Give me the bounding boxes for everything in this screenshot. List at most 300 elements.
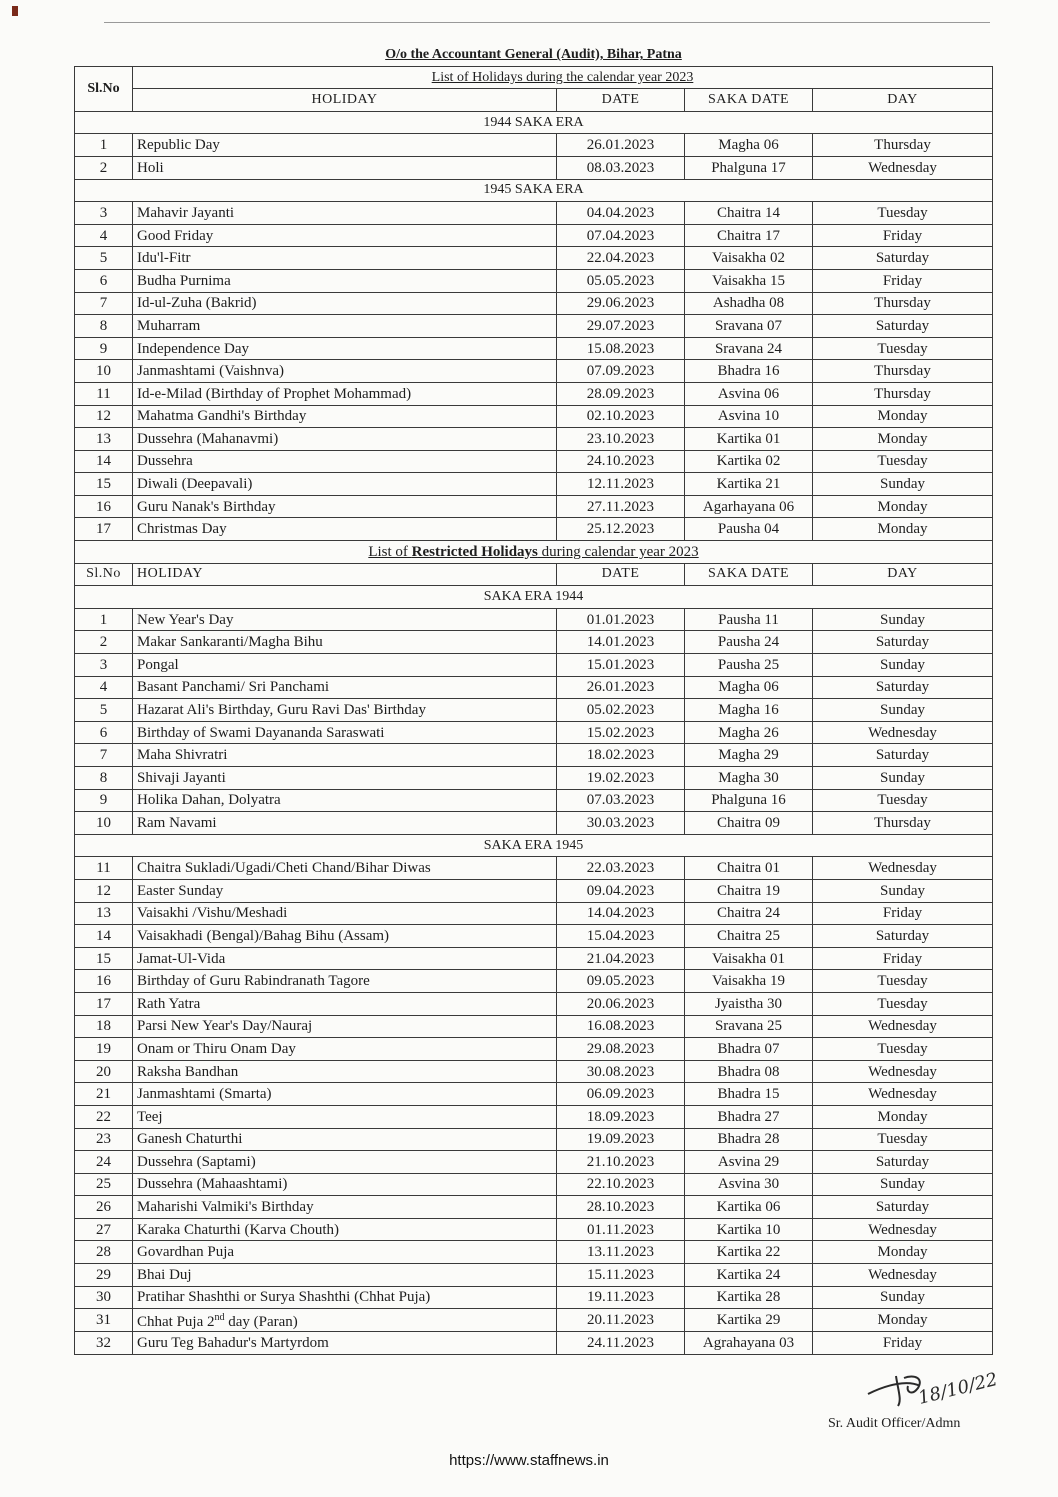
top-rule: [104, 22, 990, 23]
holiday-name: Ram Navami: [133, 812, 557, 835]
holiday-name: Id-e-Milad (Birthday of Prophet Mohammad): [133, 382, 557, 405]
table-row: [75, 1309, 993, 1332]
holiday-date: 26.01.2023: [557, 676, 685, 699]
holiday-date: 15.08.2023: [557, 337, 685, 360]
table-row: [75, 495, 993, 518]
saka-date: Magha 30: [685, 767, 813, 790]
holiday-name: Holi: [133, 156, 557, 179]
weekday: Monday: [813, 428, 993, 451]
holiday-date: 26.01.2023: [557, 134, 685, 157]
holiday-name: Rath Yatra: [133, 992, 557, 1015]
saka-date: Bhadra 08: [685, 1060, 813, 1083]
table-row: [75, 1286, 993, 1309]
weekday: Sunday: [813, 473, 993, 496]
holiday-date: 08.03.2023: [557, 156, 685, 179]
weekday: Monday: [813, 518, 993, 541]
holiday-name: Mahavir Jayanti: [133, 202, 557, 225]
saka-date: Bhadra 28: [685, 1128, 813, 1151]
saka-date: Chaitra 19: [685, 879, 813, 902]
table-row: [75, 1015, 993, 1038]
holiday-name: Dussehra (Saptami): [133, 1151, 557, 1174]
table-row: [75, 902, 993, 925]
serial-number: 32: [75, 1332, 133, 1355]
column-header-day: DAY: [813, 563, 993, 586]
holiday-name: Budha Purnima: [133, 269, 557, 292]
holiday-name: Easter Sunday: [133, 879, 557, 902]
serial-number: 1: [75, 608, 133, 631]
table-row: [75, 1038, 993, 1061]
holiday-name: Karaka Chaturthi (Karva Chouth): [133, 1218, 557, 1241]
saka-date: Bhadra 07: [685, 1038, 813, 1061]
holiday-date: 24.11.2023: [557, 1332, 685, 1355]
weekday: Saturday: [813, 1151, 993, 1174]
holiday-date: 29.06.2023: [557, 292, 685, 315]
holiday-date: 18.09.2023: [557, 1105, 685, 1128]
holiday-date: 22.03.2023: [557, 857, 685, 880]
serial-number: 5: [75, 699, 133, 722]
holiday-name: Bhai Duj: [133, 1264, 557, 1287]
holiday-date: 18.02.2023: [557, 744, 685, 767]
serial-number: 10: [75, 360, 133, 383]
weekday: Sunday: [813, 879, 993, 902]
holiday-date: 19.09.2023: [557, 1128, 685, 1151]
era-label: SAKA ERA 1945: [75, 834, 993, 857]
holiday-date: 28.10.2023: [557, 1196, 685, 1219]
serial-number: 2: [75, 631, 133, 654]
column-header-holiday: HOLIDAY: [133, 89, 557, 112]
serial-number: 16: [75, 495, 133, 518]
holiday-name: Chaitra Sukladi/Ugadi/Cheti Chand/Bihar Diwas: [133, 857, 557, 880]
holiday-name: Pongal: [133, 654, 557, 677]
holiday-name: Ganesh Chaturthi: [133, 1128, 557, 1151]
table-row: [75, 992, 993, 1015]
weekday: Wednesday: [813, 857, 993, 880]
holiday-date: 23.10.2023: [557, 428, 685, 451]
office-title-row: [75, 44, 993, 66]
serial-number: 3: [75, 654, 133, 677]
serial-number: 13: [75, 902, 133, 925]
holiday-name: Parsi New Year's Day/Nauraj: [133, 1015, 557, 1038]
saka-date: Agarhayana 06: [685, 495, 813, 518]
saka-date: Pausha 24: [685, 631, 813, 654]
serial-number: 31: [75, 1309, 133, 1332]
weekday: Wednesday: [813, 721, 993, 744]
weekday: Friday: [813, 902, 993, 925]
serial-number: 17: [75, 992, 133, 1015]
serial-number: 7: [75, 292, 133, 315]
weekday: Tuesday: [813, 992, 993, 1015]
table-row: [75, 292, 993, 315]
saka-date: Vaisakha 19: [685, 970, 813, 993]
holiday-date: 29.08.2023: [557, 1038, 685, 1061]
weekday: Saturday: [813, 744, 993, 767]
serial-number: 4: [75, 676, 133, 699]
table-row: [75, 699, 993, 722]
holiday-name: Holika Dahan, Dolyatra: [133, 789, 557, 812]
era-label: 1944 SAKA ERA: [75, 111, 993, 134]
weekday: Wednesday: [813, 1083, 993, 1106]
holiday-name: Christmas Day: [133, 518, 557, 541]
footer-url[interactable]: https://www.staffnews.in: [449, 1452, 609, 1469]
serial-number: 6: [75, 269, 133, 292]
serial-number: 3: [75, 202, 133, 225]
weekday: Monday: [813, 1309, 993, 1332]
weekday: Saturday: [813, 247, 993, 270]
holiday-date: 21.10.2023: [557, 1151, 685, 1174]
serial-number: 6: [75, 721, 133, 744]
serial-number: 27: [75, 1218, 133, 1241]
table-row: [75, 1241, 993, 1264]
table-row: [75, 156, 993, 179]
holiday-name: Teej: [133, 1105, 557, 1128]
saka-date: Kartika 22: [685, 1241, 813, 1264]
serial-number: 25: [75, 1173, 133, 1196]
saka-date: Asvina 30: [685, 1173, 813, 1196]
saka-date: Kartika 24: [685, 1264, 813, 1287]
holiday-date: 15.01.2023: [557, 654, 685, 677]
saka-date: Sravana 07: [685, 315, 813, 338]
table-row: [75, 1083, 993, 1106]
table-row: [75, 1060, 993, 1083]
restricted-era-row-1944: [75, 586, 993, 609]
saka-date: Pausha 11: [685, 608, 813, 631]
weekday: Monday: [813, 495, 993, 518]
restricted-title: [75, 541, 993, 564]
scan-corner-mark: [12, 6, 18, 16]
holiday-date: 05.05.2023: [557, 269, 685, 292]
holiday-date: 25.12.2023: [557, 518, 685, 541]
serial-number: 5: [75, 247, 133, 270]
holiday-name: Birthday of Guru Rabindranath Tagore: [133, 970, 557, 993]
holiday-name: Janmashtami (Smarta): [133, 1083, 557, 1106]
holiday-name: Muharram: [133, 315, 557, 338]
table-row: [75, 1105, 993, 1128]
holiday-name: Guru Teg Bahadur's Martyrdom: [133, 1332, 557, 1355]
saka-date: Chaitra 01: [685, 857, 813, 880]
holiday-date: 27.11.2023: [557, 495, 685, 518]
table-row: [75, 1218, 993, 1241]
holiday-name: Jamat-Ul-Vida: [133, 947, 557, 970]
table-row: [75, 360, 993, 383]
saka-date: Bhadra 16: [685, 360, 813, 383]
era-label: SAKA ERA 1944: [75, 586, 993, 609]
holiday-name: Republic Day: [133, 134, 557, 157]
signature-date: 18/10/22: [916, 1368, 1000, 1409]
holiday-name: Maharishi Valmiki's Birthday: [133, 1196, 557, 1219]
table-row: [75, 654, 993, 677]
table-row: [75, 1173, 993, 1196]
table-row: [75, 789, 993, 812]
holiday-name: Chhat Puja 2nd day (Paran): [133, 1309, 557, 1332]
holiday-name: Pratihar Shashthi or Surya Shashthi (Chhat Puja): [133, 1286, 557, 1309]
saka-date: Magha 26: [685, 721, 813, 744]
serial-number: 17: [75, 518, 133, 541]
weekday: Tuesday: [813, 202, 993, 225]
serial-number: 22: [75, 1105, 133, 1128]
table-row: [75, 676, 993, 699]
saka-date: Asvina 06: [685, 382, 813, 405]
holiday-date: 29.07.2023: [557, 315, 685, 338]
serial-number: 10: [75, 812, 133, 835]
holiday-date: 20.06.2023: [557, 992, 685, 1015]
weekday: Tuesday: [813, 789, 993, 812]
weekday: Saturday: [813, 676, 993, 699]
saka-date: Bhadra 27: [685, 1105, 813, 1128]
weekday: Saturday: [813, 631, 993, 654]
serial-number: 20: [75, 1060, 133, 1083]
table-row: [75, 947, 993, 970]
serial-number: 29: [75, 1264, 133, 1287]
restricted-title-bold: Restricted Holidays: [411, 543, 538, 560]
office-title: O/o the Accountant General (Audit), Bihar, Patna: [385, 47, 682, 63]
saka-date: Magha 06: [685, 676, 813, 699]
holiday-date: 07.03.2023: [557, 789, 685, 812]
saka-date: Magha 16: [685, 699, 813, 722]
weekday: Thursday: [813, 360, 993, 383]
table-row: [75, 608, 993, 631]
table-row: [75, 925, 993, 948]
serial-number: 26: [75, 1196, 133, 1219]
weekday: Sunday: [813, 608, 993, 631]
list-title-row: [75, 66, 993, 89]
saka-date: Kartika 28: [685, 1286, 813, 1309]
holiday-name: Dussehra (Mahanavmi): [133, 428, 557, 451]
saka-date: Kartika 06: [685, 1196, 813, 1219]
holiday-date: 12.11.2023: [557, 473, 685, 496]
holiday-name: Id-ul-Zuha (Bakrid): [133, 292, 557, 315]
column-header-sl: Sl.No: [75, 66, 133, 111]
saka-date: Vaisakha 15: [685, 269, 813, 292]
holiday-name: Makar Sankaranti/Magha Bihu: [133, 631, 557, 654]
restricted-title-row: [75, 541, 993, 564]
weekday: Monday: [813, 1241, 993, 1264]
holiday-date: 15.04.2023: [557, 925, 685, 948]
holiday-date: 06.09.2023: [557, 1083, 685, 1106]
holiday-date: 09.04.2023: [557, 879, 685, 902]
serial-number: 16: [75, 970, 133, 993]
saka-date: Agrahayana 03: [685, 1332, 813, 1355]
table-row: [75, 812, 993, 835]
holiday-date: 19.11.2023: [557, 1286, 685, 1309]
serial-number: 4: [75, 224, 133, 247]
saka-date: Kartika 29: [685, 1309, 813, 1332]
serial-number: 12: [75, 405, 133, 428]
era-row-1944: [75, 111, 993, 134]
serial-number: 15: [75, 947, 133, 970]
restricted-column-header-row: [75, 563, 993, 586]
weekday: Tuesday: [813, 337, 993, 360]
list-title: List of Holidays during the calendar year 2023: [431, 69, 694, 85]
column-header-saka-date: SAKA DATE: [685, 563, 813, 586]
holiday-name: Janmashtami (Vaishnva): [133, 360, 557, 383]
saka-date: Vaisakha 02: [685, 247, 813, 270]
holiday-name: Independence Day: [133, 337, 557, 360]
table-row: [75, 247, 993, 270]
weekday: Wednesday: [813, 1218, 993, 1241]
saka-date: Sravana 25: [685, 1015, 813, 1038]
serial-number: 23: [75, 1128, 133, 1151]
weekday: Sunday: [813, 654, 993, 677]
serial-number: 14: [75, 925, 133, 948]
saka-date: Kartika 10: [685, 1218, 813, 1241]
holiday-date: 28.09.2023: [557, 382, 685, 405]
table-row: [75, 744, 993, 767]
saka-date: Magha 29: [685, 744, 813, 767]
saka-date: Chaitra 24: [685, 902, 813, 925]
saka-date: Vaisakha 01: [685, 947, 813, 970]
holiday-date: 05.02.2023: [557, 699, 685, 722]
weekday: Sunday: [813, 699, 993, 722]
holiday-date: 01.11.2023: [557, 1218, 685, 1241]
era-row-1945: [75, 179, 993, 202]
table-row: [75, 1128, 993, 1151]
weekday: Friday: [813, 1332, 993, 1355]
weekday: Wednesday: [813, 1264, 993, 1287]
saka-date: Chaitra 17: [685, 224, 813, 247]
serial-number: 9: [75, 789, 133, 812]
table-row: [75, 428, 993, 451]
serial-number: 13: [75, 428, 133, 451]
serial-number: 21: [75, 1083, 133, 1106]
weekday: Wednesday: [813, 1060, 993, 1083]
table-row: [75, 970, 993, 993]
column-header-holiday: HOLIDAY: [133, 563, 557, 586]
weekday: Monday: [813, 405, 993, 428]
saka-date: Phalguna 16: [685, 789, 813, 812]
serial-number: 14: [75, 450, 133, 473]
serial-number: 2: [75, 156, 133, 179]
holiday-date: 07.09.2023: [557, 360, 685, 383]
restricted-title-pre: List of: [368, 543, 412, 560]
holiday-date: 04.04.2023: [557, 202, 685, 225]
holiday-date: 15.11.2023: [557, 1264, 685, 1287]
weekday: Monday: [813, 1105, 993, 1128]
weekday: Thursday: [813, 382, 993, 405]
column-header-saka-date: SAKA DATE: [685, 89, 813, 112]
weekday: Friday: [813, 269, 993, 292]
saka-date: Kartika 21: [685, 473, 813, 496]
table-row: [75, 1196, 993, 1219]
table-row: [75, 405, 993, 428]
table-row: [75, 1151, 993, 1174]
table-row: [75, 518, 993, 541]
holiday-name: Guru Nanak's Birthday: [133, 495, 557, 518]
serial-number: 7: [75, 744, 133, 767]
saka-date: Kartika 01: [685, 428, 813, 451]
holiday-name: New Year's Day: [133, 608, 557, 631]
holiday-date: 30.08.2023: [557, 1060, 685, 1083]
holiday-date: 21.04.2023: [557, 947, 685, 970]
holiday-name: Onam or Thiru Onam Day: [133, 1038, 557, 1061]
table-row: [75, 134, 993, 157]
weekday: Thursday: [813, 812, 993, 835]
table-row: [75, 631, 993, 654]
serial-number: 30: [75, 1286, 133, 1309]
weekday: Saturday: [813, 1196, 993, 1219]
holiday-date: 07.04.2023: [557, 224, 685, 247]
era-label: 1945 SAKA ERA: [75, 179, 993, 202]
serial-number: 28: [75, 1241, 133, 1264]
holiday-date: 15.02.2023: [557, 721, 685, 744]
column-header-date: DATE: [557, 563, 685, 586]
weekday: Friday: [813, 947, 993, 970]
weekday: Sunday: [813, 767, 993, 790]
serial-number: 9: [75, 337, 133, 360]
holiday-name: Basant Panchami/ Sri Panchami: [133, 676, 557, 699]
serial-number: 8: [75, 767, 133, 790]
serial-number: 8: [75, 315, 133, 338]
saka-date: Phalguna 17: [685, 156, 813, 179]
table-row: [75, 224, 993, 247]
table-row: [75, 382, 993, 405]
saka-date: Chaitra 09: [685, 812, 813, 835]
weekday: Saturday: [813, 925, 993, 948]
saka-date: Kartika 02: [685, 450, 813, 473]
weekday: Wednesday: [813, 156, 993, 179]
weekday: Sunday: [813, 1286, 993, 1309]
weekday: Friday: [813, 224, 993, 247]
holiday-name: Govardhan Puja: [133, 1241, 557, 1264]
holiday-name: Birthday of Swami Dayananda Saraswati: [133, 721, 557, 744]
holiday-name: Dussehra: [133, 450, 557, 473]
table-row: [75, 202, 993, 225]
holiday-name: Mahatma Gandhi's Birthday: [133, 405, 557, 428]
holiday-table: [74, 44, 993, 1355]
table-row: [75, 879, 993, 902]
table-row: [75, 337, 993, 360]
table-row: [75, 857, 993, 880]
table-row: [75, 450, 993, 473]
holiday-name: Vaisakhadi (Bengal)/Bahag Bihu (Assam): [133, 925, 557, 948]
weekday: Thursday: [813, 292, 993, 315]
table-row: [75, 1332, 993, 1355]
holiday-name: Good Friday: [133, 224, 557, 247]
weekday: Tuesday: [813, 970, 993, 993]
saka-date: Pausha 25: [685, 654, 813, 677]
holiday-name: Shivaji Jayanti: [133, 767, 557, 790]
saka-date: Jyaistha 30: [685, 992, 813, 1015]
column-header-date: DATE: [557, 89, 685, 112]
saka-date: Sravana 24: [685, 337, 813, 360]
restricted-era-row-1945: [75, 834, 993, 857]
holiday-date: 20.11.2023: [557, 1309, 685, 1332]
serial-number: 12: [75, 879, 133, 902]
holiday-name: Hazarat Ali's Birthday, Guru Ravi Das' Birthday: [133, 699, 557, 722]
holiday-date: 22.10.2023: [557, 1173, 685, 1196]
holiday-name: Raksha Bandhan: [133, 1060, 557, 1083]
serial-number: 18: [75, 1015, 133, 1038]
holiday-name: Diwali (Deepavali): [133, 473, 557, 496]
weekday: Wednesday: [813, 1015, 993, 1038]
weekday: Saturday: [813, 315, 993, 338]
serial-number: 15: [75, 473, 133, 496]
serial-number: 1: [75, 134, 133, 157]
holiday-date: 13.11.2023: [557, 1241, 685, 1264]
table-row: [75, 473, 993, 496]
saka-date: Ashadha 08: [685, 292, 813, 315]
holiday-name: Idu'l-Fitr: [133, 247, 557, 270]
serial-number: 11: [75, 857, 133, 880]
weekday: Tuesday: [813, 450, 993, 473]
holiday-date: 24.10.2023: [557, 450, 685, 473]
holiday-date: 02.10.2023: [557, 405, 685, 428]
saka-date: Chaitra 14: [685, 202, 813, 225]
restricted-title-post: during calendar year 2023: [537, 543, 699, 560]
holiday-date: 22.04.2023: [557, 247, 685, 270]
weekday: Sunday: [813, 1173, 993, 1196]
column-header-row: [75, 89, 993, 112]
signature-scrawl-icon: [858, 1360, 1008, 1414]
